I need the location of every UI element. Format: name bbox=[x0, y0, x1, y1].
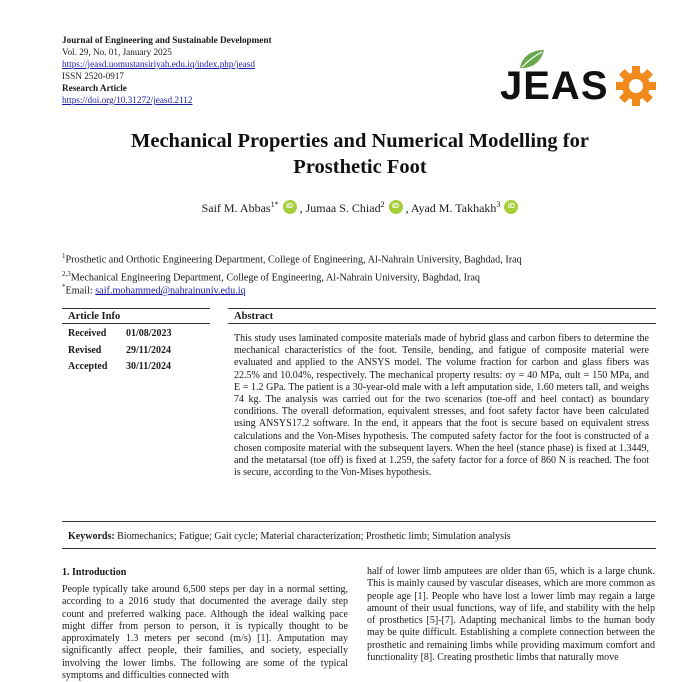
section-heading: 1. Introduction bbox=[62, 567, 127, 578]
paper-title: Mechanical Properties and Numerical Modelling for Prosthetic Foot bbox=[131, 130, 589, 178]
keywords: Keywords: Biomechanics; Fatigue; Gait cycle; Material characterization; Prosthetic limb; Simulation analysis bbox=[68, 531, 511, 542]
divider bbox=[228, 323, 656, 324]
author-2: , Jumaa S. Chiad bbox=[299, 201, 381, 215]
author-3-affil: 3 bbox=[496, 200, 501, 209]
author-1-affil: 1* bbox=[270, 200, 279, 209]
orcid-icon[interactable]: iD bbox=[504, 200, 518, 214]
doi-link[interactable]: https://doi.org/10.31272/jeasd.2112 bbox=[62, 95, 193, 105]
article-type: Research Article bbox=[62, 83, 127, 93]
revised-date: 29/11/2024 bbox=[126, 344, 172, 356]
jeasd-logo bbox=[500, 48, 660, 110]
journal-name: Journal of Engineering and Sustainable Development bbox=[62, 35, 272, 45]
divider bbox=[228, 308, 656, 309]
corresponding-email: *Email: saif.mohammed@nahrainuniv.edu.iq bbox=[62, 283, 246, 297]
author-2-affil: 2 bbox=[380, 200, 385, 209]
divider bbox=[62, 548, 656, 549]
email-link[interactable]: saif.mohammed@nahrainuniv.edu.iq bbox=[95, 285, 246, 297]
issn: ISSN 2520-0917 bbox=[62, 71, 125, 81]
intro-column-2: half of lower limb amputees are older than 65, which is a large chunk. This is mainly caused by vascular diseases, which are more common as people age [1]. People who have lost a lower limb may regain a large amount of their usual functions, way of life, and stability with the help of prosthetics [5]-[7]. Adapting mechanical limbs to the human body may be quite difficult. Establishing a complete connection between the prosthetic and remaining limbs while providing maximum comfort and functionality [8]. Creating prosthetic limbs that naturally move bbox=[367, 566, 655, 664]
accepted-date: 30/11/2024 bbox=[126, 361, 172, 372]
author-1: Saif M. Abbas bbox=[201, 201, 271, 215]
orcid-icon[interactable]: iD bbox=[389, 200, 403, 214]
volume-info: Vol. 29, No. 01, January 2025 bbox=[62, 47, 172, 57]
abstract-heading: Abstract bbox=[234, 311, 274, 322]
article-info-heading: Article Info bbox=[68, 311, 121, 322]
divider bbox=[62, 323, 210, 324]
journal-header bbox=[62, 34, 272, 106]
affiliation-2: Mechanical Engineering Department, College of Engineering, Al-Nahrain University, Baghdad, Iraq bbox=[70, 272, 480, 284]
author-list bbox=[60, 200, 660, 216]
divider bbox=[62, 308, 210, 309]
affiliations: $^1$Prosthetic and Orthotic Engineering Department, College of Engineering, Al-Nahrain University, Baghdad, Iraq $^{2,3}$Mechanical Engineering Department, College of Engineering, Al-Nahrain University, Baghdad, Iraq bbox=[62, 252, 522, 284]
journal-url-link[interactable]: https://jeasd.uomustansiriyah.edu.iq/index.php/jeasd bbox=[62, 59, 255, 69]
author-3: , Ayad M. Takhakh bbox=[405, 201, 497, 215]
gear-icon bbox=[616, 66, 656, 106]
divider bbox=[62, 521, 656, 522]
article-dates: Received 01/08/2023 Revised 29/11/2024 Accepted 30/11/2024 bbox=[68, 326, 172, 376]
orcid-icon[interactable]: iD bbox=[283, 200, 297, 214]
logo-text: JEAS bbox=[500, 64, 609, 108]
received-date: 01/08/2023 bbox=[126, 328, 172, 339]
intro-column-1: People typically take around 6,500 steps per day in a normal setting, according to a 2016 study that documented the average daily step count and preferred walking pace. Although the ideal walking pace might differ from person to person, it is typically thought to be approximately 1.3 meters per second (m/s) [1]. Amputation may significantly affect people, their families, and society, especially involving the lower limbs. The following are some of the typical symptoms and difficulties connected with bbox=[62, 584, 348, 682]
affiliation-1: Prosthetic and Orthotic Engineering Department, College of Engineering, Al-Nahrain University, Baghdad, Iraq bbox=[65, 254, 522, 266]
abstract-text: This study uses laminated composite materials made of hybrid glass and carbon fibers to determine the mechanical characteristics of the foot. Tensile, bending, and fatigue of composite material were evaluated and applied to the ANSYS model. The volume fraction for carbon and glass fibers was 22.5% and 10.04%, respectively. The mechanical property results: σy = 40 MPa, σult = 150 MPa, and E = 1.2 GPa. The patient is a 30-year-old male with a left amputation side, 1.60 meters tall, and weighs 74 kg. The analysis was carried out for the two scenarios (toe-off and heel contact) as boundary conditions. The overall deformation, equivalent stresses, and foot safety factor have been calculated using ANSYS17.2 software. In the end, it appears that the foot is secure based on equivalent stress calculations and the Von-Mises hypothesis. The computed safety factor for the foot is constructed of a chosen composite material with the subsequent layers. When the heel (stance phase) is fixed at 1.3449, and the metatarsal (toe off) is fixed at 1.259, the safety factor for a force of 860 N is reached. The foot is secure, according to the Von-Mises hypothesis. bbox=[234, 333, 649, 479]
